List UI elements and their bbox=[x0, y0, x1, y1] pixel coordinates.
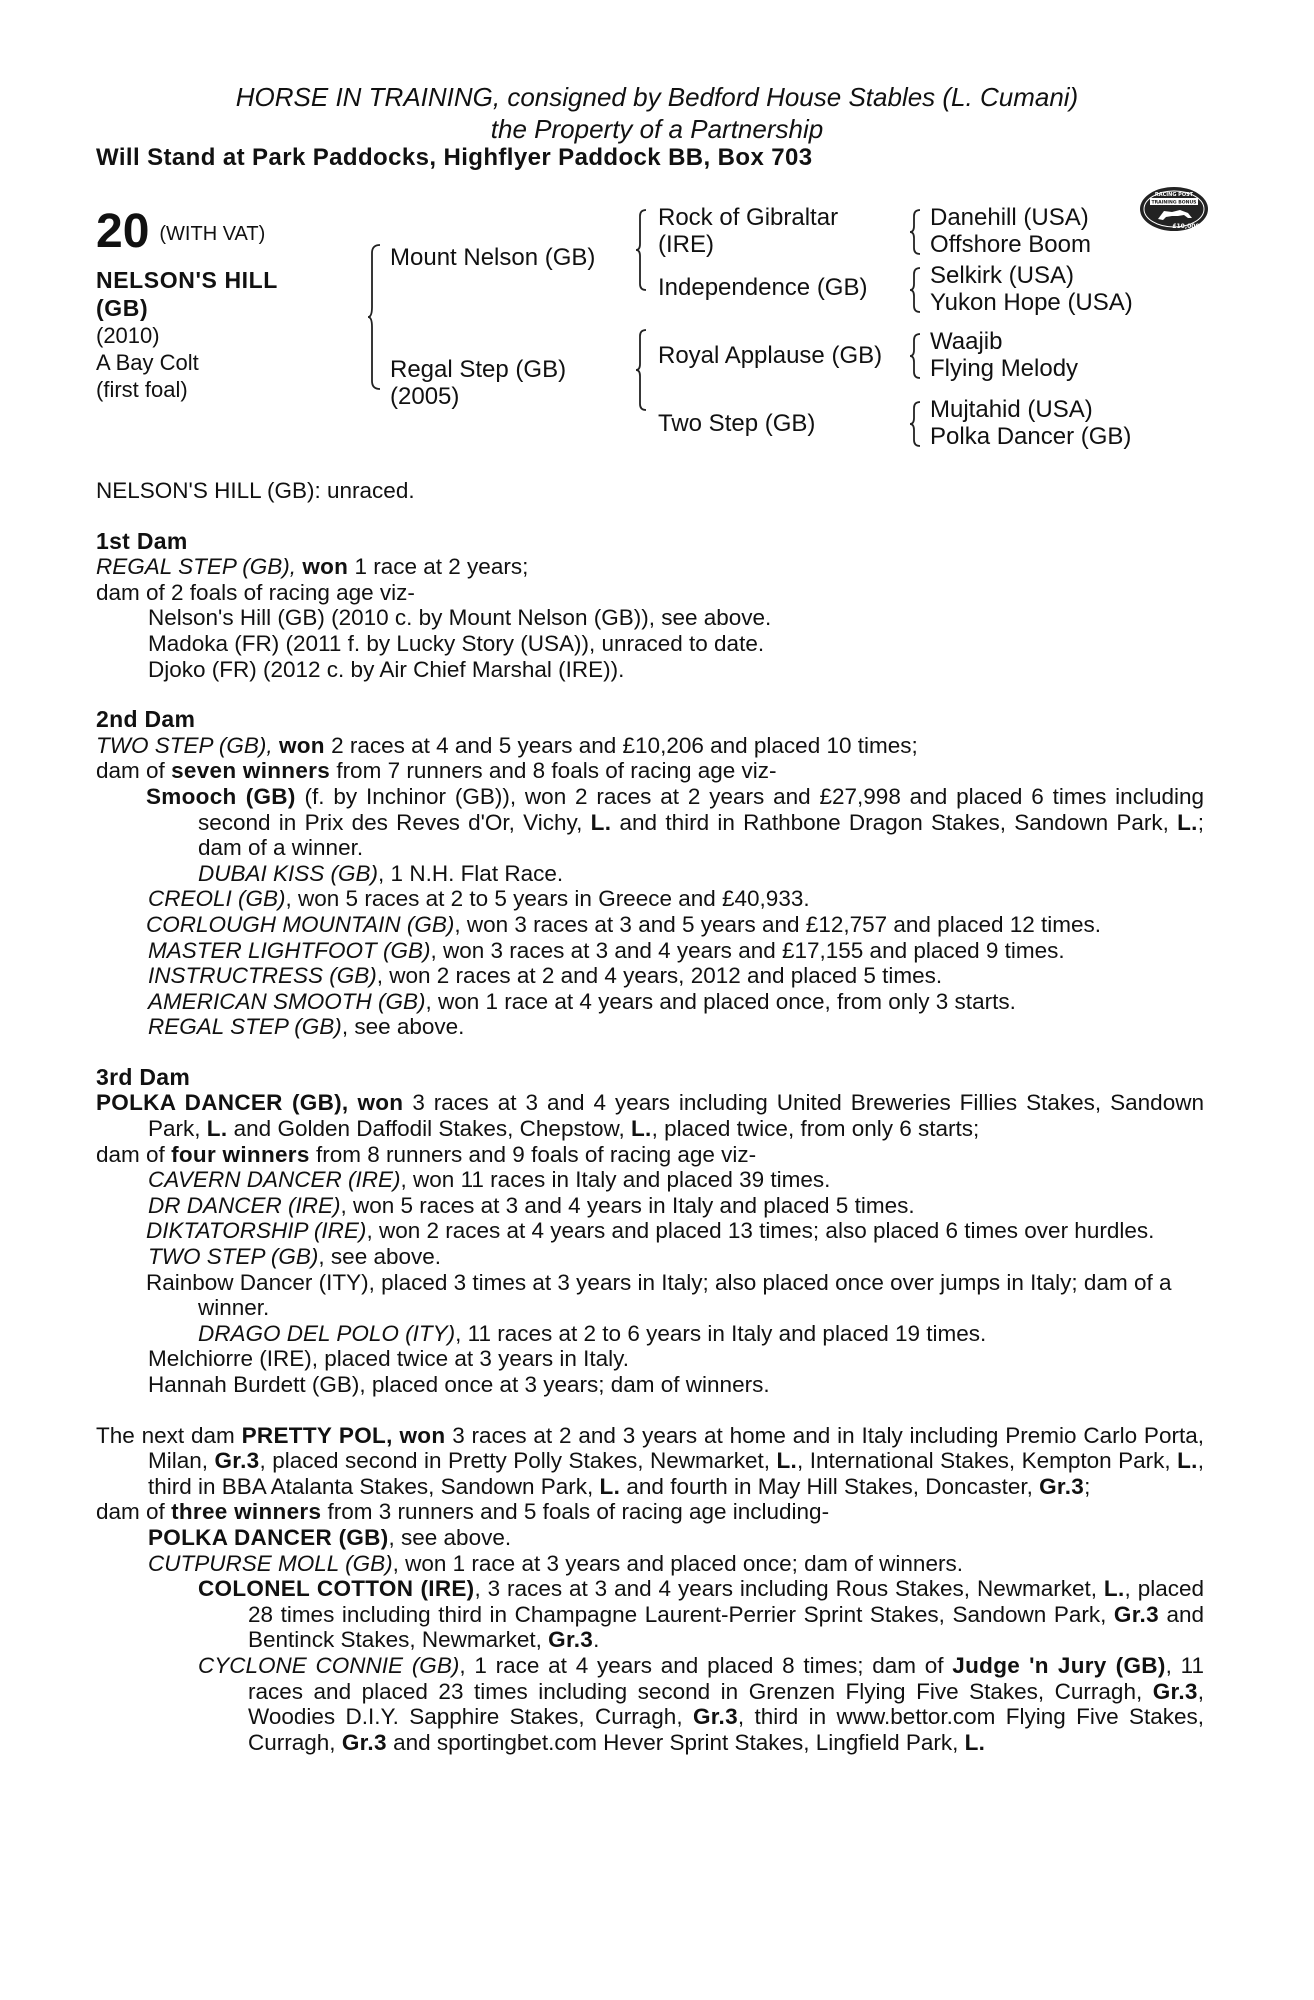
first-dam-foals: dam of 2 foals of racing age viz- bbox=[96, 579, 415, 605]
pedigree-bracket-sire-dam bbox=[368, 243, 382, 391]
cyclone-connie-entry bbox=[96, 1653, 1204, 1755]
header-line-1: HORSE IN TRAINING, consigned by Bedford House Stables (L. Cumani) bbox=[235, 82, 1079, 112]
text-span: 3 races at 2 and 3 years at home and in Italy including Premio Carlo Porta, Milan, bbox=[148, 1422, 1204, 1474]
text-span: ; bbox=[1084, 1473, 1091, 1499]
text-span: , 3 races at 3 and 4 years including Rous Stakes, Newmarket, bbox=[474, 1576, 1097, 1602]
group-mark: Gr.3 bbox=[548, 1627, 594, 1653]
text-span: , see above. bbox=[341, 1014, 465, 1040]
horse-name: Judge 'n Jury (GB) bbox=[952, 1652, 1166, 1678]
pedigree-bracket-dam bbox=[636, 328, 648, 412]
pedigree-g6: Flying Melody bbox=[930, 355, 1079, 382]
pedigree-g1: Danehill (USA) bbox=[930, 204, 1089, 231]
horse-name: DR DANCER (IRE) bbox=[148, 1192, 341, 1218]
first-dam-name: REGAL STEP (GB), bbox=[96, 554, 297, 580]
regal-step-entry bbox=[96, 1014, 1204, 1040]
badge-mid-text: TRAINING BONUS bbox=[1151, 200, 1197, 206]
text-span: 3 races at 3 and 4 years including United Breweries Fillies Stakes, Sandown Park, bbox=[148, 1090, 1204, 1142]
third-dam-won: won bbox=[357, 1090, 404, 1116]
two-step-entry bbox=[96, 1244, 1204, 1270]
text-span: , placed second in Pretty Polly Stakes, Newmarket, bbox=[259, 1448, 770, 1474]
lot-name-country: (GB) bbox=[96, 295, 149, 322]
next-dam-winners: three winners bbox=[171, 1499, 322, 1525]
third-dam-foals bbox=[96, 1142, 1204, 1168]
second-dam-foals bbox=[96, 758, 1204, 784]
first-dam-heading: 1st Dam bbox=[96, 527, 188, 554]
pedigree-g3: Selkirk (USA) bbox=[930, 262, 1075, 289]
smooch-name: Smooch (GB) bbox=[146, 783, 296, 809]
pedigree-g7: Mujtahid (USA) bbox=[930, 396, 1093, 423]
text-span: ; dam of a winner. bbox=[198, 809, 1204, 861]
pedigree-dam-dam: Two Step (GB) bbox=[658, 410, 816, 437]
listed-mark: L. bbox=[776, 1448, 798, 1474]
text-span: , 1 race at 4 years and placed 8 times; dam of bbox=[459, 1652, 944, 1678]
listed-mark: L. bbox=[206, 1116, 228, 1142]
drago-del-polo-entry bbox=[96, 1321, 1204, 1347]
pedigree-dam-year: (2005) bbox=[390, 383, 460, 410]
hannah-burdett-entry: Hannah Burdett (GB), placed once at 3 years; dam of winners. bbox=[148, 1372, 770, 1397]
third-dam-winners: four winners bbox=[171, 1141, 310, 1167]
text-span: , 1 N.H. Flat Race. bbox=[378, 860, 564, 886]
horse-name: INSTRUCTRESS (GB) bbox=[148, 963, 377, 989]
smooch-entry bbox=[96, 784, 1204, 861]
text-span: , placed 28 times including third in Champagne Laurent-Perrier Sprint Stakes, Sandown Park, bbox=[248, 1576, 1204, 1627]
horse-name: AMERICAN SMOOTH (GB) bbox=[148, 988, 426, 1014]
horse-name: REGAL STEP (GB) bbox=[148, 1014, 342, 1040]
group-mark: Gr.3 bbox=[1152, 1678, 1198, 1704]
dr-dancer-entry bbox=[96, 1193, 1204, 1219]
dubai-kiss-entry bbox=[96, 861, 1204, 887]
creoli-entry bbox=[96, 886, 1204, 912]
horse-name: DIKTATORSHIP (IRE) bbox=[146, 1218, 367, 1244]
pedigree-g8: Polka Dancer (GB) bbox=[930, 423, 1132, 450]
horse-name: CREOLI (GB) bbox=[148, 886, 286, 912]
header-line-3: Will Stand at Park Paddocks, Highflyer Paddock BB, Box 703 bbox=[96, 144, 813, 171]
instructress-entry bbox=[96, 963, 1204, 989]
first-dam-produce-1: Nelson's Hill (GB) (2010 c. by Mount Nelson (GB)), see above. bbox=[148, 605, 772, 631]
horse-name: CUTPURSE MOLL (GB) bbox=[148, 1550, 393, 1576]
horse-name: CORLOUGH MOUNTAIN (GB) bbox=[146, 911, 455, 937]
third-dam-line bbox=[96, 1090, 1204, 1141]
second-dam-heading: 2nd Dam bbox=[96, 706, 196, 733]
text-span: . bbox=[593, 1627, 600, 1653]
text-span: , third in BBA Atalanta Stakes, Sandown Park, bbox=[148, 1448, 1204, 1499]
horse-name: CYCLONE CONNIE (GB) bbox=[198, 1652, 460, 1678]
master-lightfoot-entry bbox=[96, 938, 1204, 964]
pedigree-bracket-g3 bbox=[910, 332, 922, 380]
second-dam-line bbox=[96, 733, 1204, 759]
pedigree-bracket-g4 bbox=[910, 400, 922, 448]
horse-name: COLONEL COTTON (IRE) bbox=[198, 1576, 475, 1602]
catalogue-text bbox=[96, 478, 1204, 1755]
text-span: , won 5 races at 3 and 4 years in Italy and placed 5 times. bbox=[340, 1192, 915, 1218]
header-line-2: the Property of a Partnership bbox=[490, 114, 824, 144]
first-dam-line bbox=[96, 554, 1204, 580]
text-span: , won 3 races at 3 and 4 years and £17,155 and placed 9 times. bbox=[430, 937, 1065, 963]
text-span: , 11 races and placed 23 times including second in Grenzen Flying Five Stakes, Curragh, bbox=[248, 1652, 1205, 1704]
pedigree-dam-sire: Royal Applause (GB) bbox=[658, 342, 883, 369]
text-span: dam of bbox=[96, 758, 165, 784]
text-span: The next dam bbox=[96, 1422, 235, 1448]
second-dam-name: TWO STEP (GB), bbox=[96, 732, 273, 758]
first-dam-produce-3: Djoko (FR) (2012 c. by Air Chief Marshal (IRE)). bbox=[148, 656, 625, 682]
text-span: from 7 runners and 8 foals of racing age viz- bbox=[336, 758, 777, 784]
text-span: and fourth in May Hill Stakes, Doncaster, bbox=[626, 1473, 1033, 1499]
text-span: and Golden Daffodil Stakes, Chepstow, bbox=[233, 1116, 625, 1142]
first-dam-record: 1 race at 2 years; bbox=[354, 554, 529, 580]
american-smooth-entry bbox=[96, 989, 1204, 1015]
pedigree-sire-dam: Independence (GB) bbox=[658, 274, 868, 301]
text-span: , won 2 races at 4 years and placed 13 times; also placed 6 times over hurdles. bbox=[366, 1218, 1155, 1244]
text-span: , won 3 races at 3 and 5 years and £12,757 and placed 12 times. bbox=[454, 911, 1102, 937]
third-dam-heading: 3rd Dam bbox=[96, 1063, 191, 1090]
listed-mark: L. bbox=[1103, 1576, 1125, 1602]
corlough-entry bbox=[96, 912, 1204, 938]
pedigree-bracket-g1 bbox=[910, 208, 922, 256]
cavern-dancer-entry bbox=[96, 1167, 1204, 1193]
text-span: from 8 runners and 9 foals of racing age viz- bbox=[315, 1141, 757, 1167]
next-dam-foals bbox=[96, 1499, 1204, 1525]
text-span: dam of bbox=[96, 1141, 165, 1167]
text-span: , bbox=[341, 1090, 349, 1116]
pedigree-sire: Mount Nelson (GB) bbox=[390, 244, 596, 271]
diktatorship-entry bbox=[96, 1218, 1204, 1244]
second-dam-won: won bbox=[278, 732, 325, 758]
group-mark: Gr.3 bbox=[692, 1704, 738, 1730]
next-dam-line bbox=[96, 1423, 1204, 1500]
text-span: from 3 runners and 5 foals of racing age including- bbox=[327, 1499, 830, 1525]
listed-mark: L. bbox=[590, 809, 612, 835]
horse-name: TWO STEP (GB) bbox=[148, 1244, 319, 1270]
listed-mark: L. bbox=[964, 1729, 986, 1755]
second-dam-record: 2 races at 4 and 5 years and £10,206 and placed 10 times; bbox=[331, 732, 918, 758]
text-span: and third in Rathbone Dragon Stakes, Sandown Park, bbox=[619, 809, 1169, 835]
pedigree-g2: Offshore Boom bbox=[930, 231, 1091, 258]
cutpurse-moll-entry bbox=[96, 1551, 1204, 1577]
lot-year: (2010) bbox=[96, 323, 160, 349]
first-dam-produce-2: Madoka (FR) (2011 f. by Lucky Story (USA)), unraced to date. bbox=[148, 630, 765, 656]
lot-description: A Bay Colt bbox=[96, 350, 199, 376]
pedigree-sire-sire: Rock of Gibraltar bbox=[658, 204, 839, 231]
pedigree-g4: Yukon Hope (USA) bbox=[930, 289, 1133, 316]
group-mark: Gr.3 bbox=[341, 1729, 387, 1755]
listed-mark: L. bbox=[599, 1473, 621, 1499]
lot-number-row bbox=[96, 205, 278, 258]
horse-name: DUBAI KISS (GB) bbox=[198, 860, 379, 886]
horse-name: POLKA DANCER (GB) bbox=[148, 1524, 389, 1550]
polka-dancer-entry bbox=[96, 1525, 1204, 1551]
rainbow-dancer-entry: Rainbow Dancer (ITY), placed 3 times at 3 years in Italy; also placed once over jumps in Italy; dam of a winner. bbox=[146, 1269, 1172, 1321]
third-dam-name: POLKA DANCER (GB) bbox=[96, 1090, 342, 1116]
horse-name: DRAGO DEL POLO (ITY) bbox=[198, 1320, 456, 1346]
text-span: and sportingbet.com Hever Sprint Stakes, Lingfield Park, bbox=[393, 1729, 959, 1755]
text-span: , see above. bbox=[318, 1244, 442, 1270]
horse-name: CAVERN DANCER (IRE) bbox=[148, 1167, 401, 1193]
first-dam-won: won bbox=[302, 554, 349, 580]
text-span: , International Stakes, Kempton Park, bbox=[797, 1448, 1171, 1474]
text-span: , won 1 race at 3 years and placed once; dam of winners. bbox=[392, 1550, 963, 1576]
text-span: , won 1 race at 4 years and placed once, from only 3 starts. bbox=[425, 988, 1016, 1014]
text-span: , won 5 races at 2 to 5 years in Greece and £40,933. bbox=[285, 886, 810, 912]
horse-name: MASTER LIGHTFOOT (GB) bbox=[148, 937, 431, 963]
text-span: , third in www.bettor.com Flying Five Stakes, Curragh, bbox=[248, 1704, 1204, 1755]
lot-name: NELSON'S HILL bbox=[96, 267, 278, 294]
group-mark: Gr.3 bbox=[1113, 1601, 1159, 1627]
next-dam-name: PRETTY POL bbox=[241, 1422, 387, 1448]
pedigree-g5: Waajib bbox=[930, 328, 1003, 355]
lot-number: 20 bbox=[96, 205, 150, 258]
text-span: (f. by Inchinor (GB)), won 2 races at 2 years and £27,998 and placed 6 times including second in Prix des Reves d'Or, Vichy, bbox=[198, 783, 1204, 835]
text-span: , won 11 races in Italy and placed 39 times. bbox=[400, 1167, 831, 1193]
listed-mark: L. bbox=[631, 1116, 652, 1142]
text-span: , see above. bbox=[388, 1524, 512, 1550]
melchiorre-entry: Melchiorre (IRE), placed twice at 3 years in Italy. bbox=[148, 1346, 630, 1372]
group-mark: Gr.3 bbox=[214, 1448, 260, 1474]
pedigree-sire-sire-country: (IRE) bbox=[658, 231, 714, 258]
lot-vat: (WITH VAT) bbox=[159, 223, 266, 246]
unraced-line: NELSON'S HILL (GB): unraced. bbox=[96, 478, 415, 503]
next-dam-won: won bbox=[399, 1422, 446, 1448]
pedigree-bracket-sire bbox=[636, 208, 648, 292]
listed-mark: L. bbox=[1177, 809, 1198, 835]
text-span: , won 2 races at 2 and 4 years, 2012 and placed 5 times. bbox=[376, 963, 943, 989]
text-span: , bbox=[386, 1422, 393, 1448]
pedigree-bracket-g2 bbox=[910, 266, 922, 314]
training-bonus-badge-icon bbox=[1138, 185, 1210, 233]
lot-info bbox=[96, 205, 278, 403]
listed-mark: L. bbox=[1177, 1448, 1198, 1474]
text-span: , placed twice, from only 6 starts; bbox=[651, 1116, 980, 1142]
lot-note: (first foal) bbox=[96, 377, 188, 403]
badge-amount-text: £10,000 bbox=[1172, 223, 1200, 230]
pedigree-dam: Regal Step (GB) bbox=[390, 356, 567, 383]
group-mark: Gr.3 bbox=[1039, 1473, 1085, 1499]
colonel-cotton-entry bbox=[96, 1576, 1204, 1653]
text-span: and Bentinck Stakes, Newmarket, bbox=[248, 1601, 1204, 1653]
second-dam-winners: seven winners bbox=[171, 758, 331, 784]
badge-top-text: RACING POST bbox=[1154, 192, 1194, 198]
text-span: , 11 races at 2 to 6 years in Italy and placed 19 times. bbox=[455, 1320, 987, 1346]
text-span: , Woodies D.I.Y. Sapphire Stakes, Curragh, bbox=[248, 1678, 1204, 1730]
text-span: dam of bbox=[96, 1499, 165, 1525]
